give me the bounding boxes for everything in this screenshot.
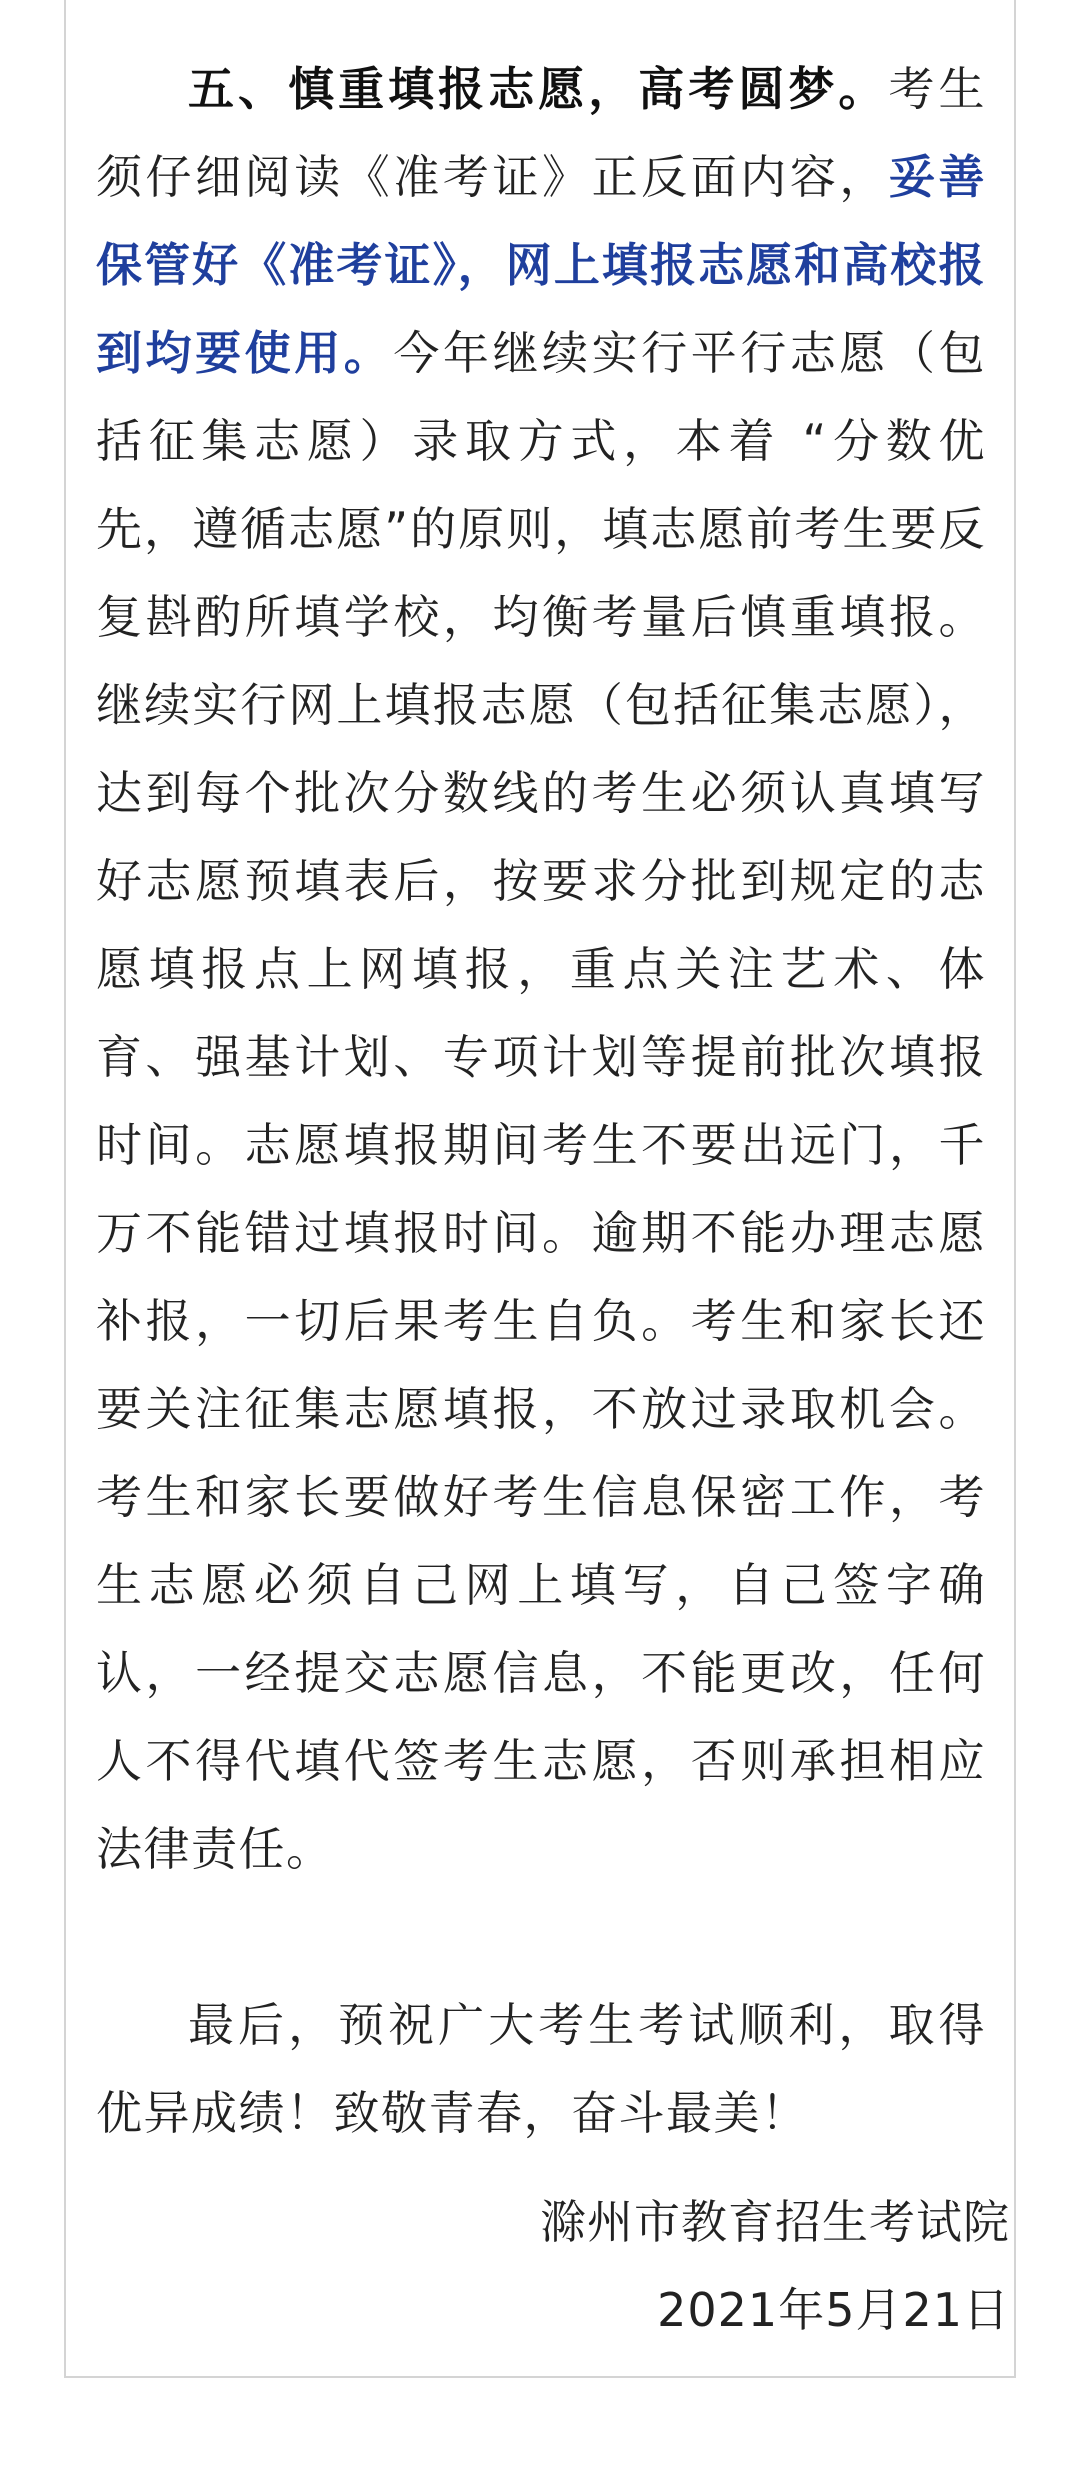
section-intro: 考生须仔细阅读《准考证》正反面内容， <box>96 62 987 204</box>
section-five-paragraph <box>96 45 986 1893</box>
article-content <box>96 45 986 2157</box>
section-emphasis: 妥善保管好《准考证》，网上填报志愿和高校报到均要使用。 <box>96 150 987 380</box>
signature-date: 2021年5月21日 <box>657 2283 1010 2337</box>
section-body: 今年继续实行平行志愿（包括征集志愿）录取方式，本着 “分数优先，遵循志愿”的原则，填志愿前考生要反复斟酌所填学校，均衡考量后慎重填报。继续实行网上填报志愿（包括征集志愿），达到每个批次分数线的考生必须认真填写好志愿预填表后，按要求分批到规定的志愿填报点上网填报，重点关注艺术、体育、强基计划、专项计划等提前批次填报时间。志愿填报期间考生不要出远门，千万不能错过填报时间。逾期不能办理志愿补报，一切后果考生自负。考生和家长还要关注征集志愿填报，不放过录取机会。考生和家长要做好考生信息保密工作，考生志愿必须自己网上填写，自己签字确认，一经提交志愿信息，不能更改，任何人不得代填代签考生志愿，否则承担相应法律责任。 <box>96 326 987 1876</box>
signature-block <box>540 2178 1010 2354</box>
signature-organization: 滁州市教育招生考试院 <box>540 2195 1010 2249</box>
closing-paragraph: 最后，预祝广大考生考试顺利，取得优异成绩！致敬青春，奋斗最美！ <box>96 1998 986 2140</box>
section-title: 五、慎重填报志愿，高考圆梦。 <box>188 62 889 116</box>
